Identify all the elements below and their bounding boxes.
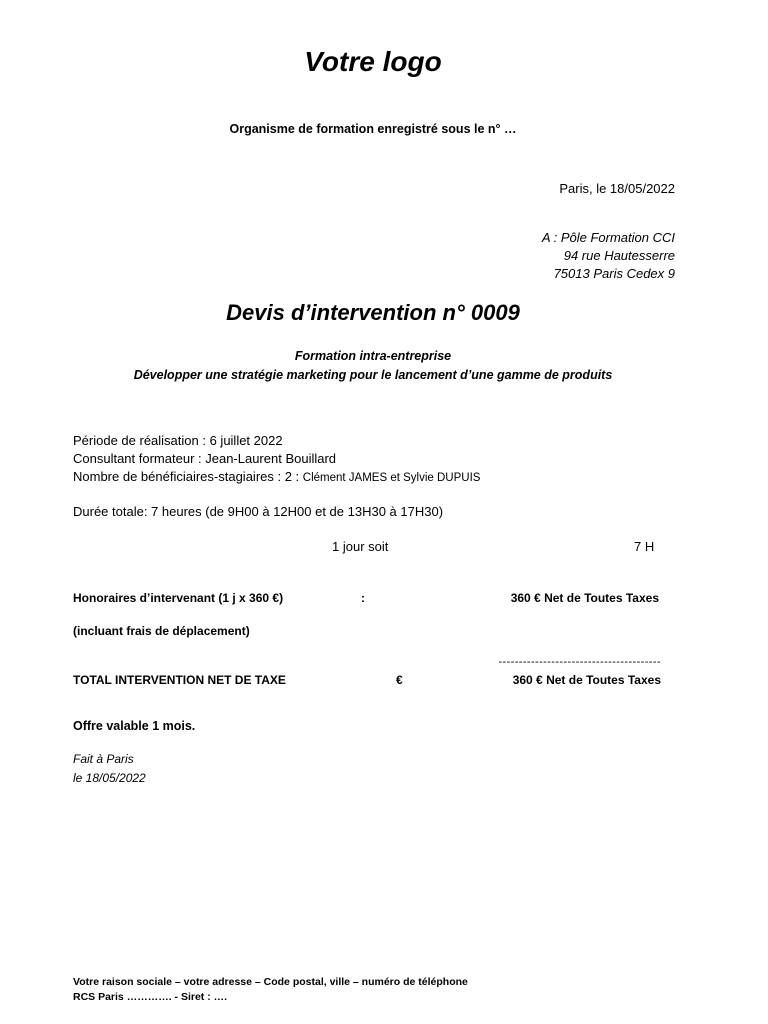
organization-registration: Organisme de formation enregistré sous le n° … [229, 122, 517, 136]
total-amount: 360 € Net de Toutes Taxes [512, 673, 661, 687]
recipient-line-1: A : Pôle Formation CCI [541, 230, 675, 245]
training-topic: Développer une stratégie marketing pour le lancement d’une gamme de produits [133, 368, 613, 382]
recipient-line-2: 94 rue Hautesserre [563, 248, 675, 263]
total-separator: ---------------------------------------- [498, 656, 661, 668]
total-label: TOTAL INTERVENTION NET DE TAXE [73, 673, 286, 687]
company-footer [73, 975, 468, 1005]
intervention-details [73, 432, 480, 487]
footer-registration: RCS Paris …………. - Siret : …. [73, 991, 228, 1003]
beneficiaries-line [73, 468, 480, 487]
recipient-line-3: 75013 Paris Cedex 9 [553, 266, 675, 281]
period-line: Période de réalisation : 6 juillet 2022 [73, 433, 283, 448]
quote-subtitle [0, 347, 746, 385]
place-date: Paris, le 18/05/2022 [559, 181, 675, 196]
signoff [73, 750, 146, 788]
recipient-address [542, 229, 675, 283]
total-currency: € [396, 673, 403, 687]
consultant-line: Consultant formateur : Jean-Laurent Bouillard [73, 451, 337, 466]
fee-amount: 360 € Net de Toutes Taxes [510, 591, 659, 605]
day-label: 1 jour soit [332, 539, 389, 554]
fee-label: Honoraires d’intervenant (1 j x 360 €) [73, 591, 284, 605]
signoff-place: Fait à Paris [73, 752, 134, 766]
quote-title: Devis d’intervention n° 0009 [226, 300, 520, 325]
training-type: Formation intra-entreprise [294, 349, 452, 363]
day-hours: 7 H [634, 539, 655, 554]
logo-placeholder: Votre logo [304, 46, 442, 77]
offer-validity: Offre valable 1 mois. [73, 719, 196, 733]
beneficiaries-label: Nombre de bénéficiaires-stagiaires : 2 : [73, 469, 303, 484]
signoff-date: le 18/05/2022 [73, 771, 146, 785]
beneficiaries-names: Clément JAMES et Sylvie DUPUIS [302, 472, 481, 484]
fee-colon: : [361, 591, 365, 605]
fee-note: (incluant frais de déplacement) [73, 624, 250, 638]
duration-line: Durée totale: 7 heures (de 9H00 à 12H00 et de 13H30 à 17H30) [73, 504, 444, 519]
footer-address: Votre raison sociale – votre adresse – Code postal, ville – numéro de téléphone [73, 976, 468, 988]
